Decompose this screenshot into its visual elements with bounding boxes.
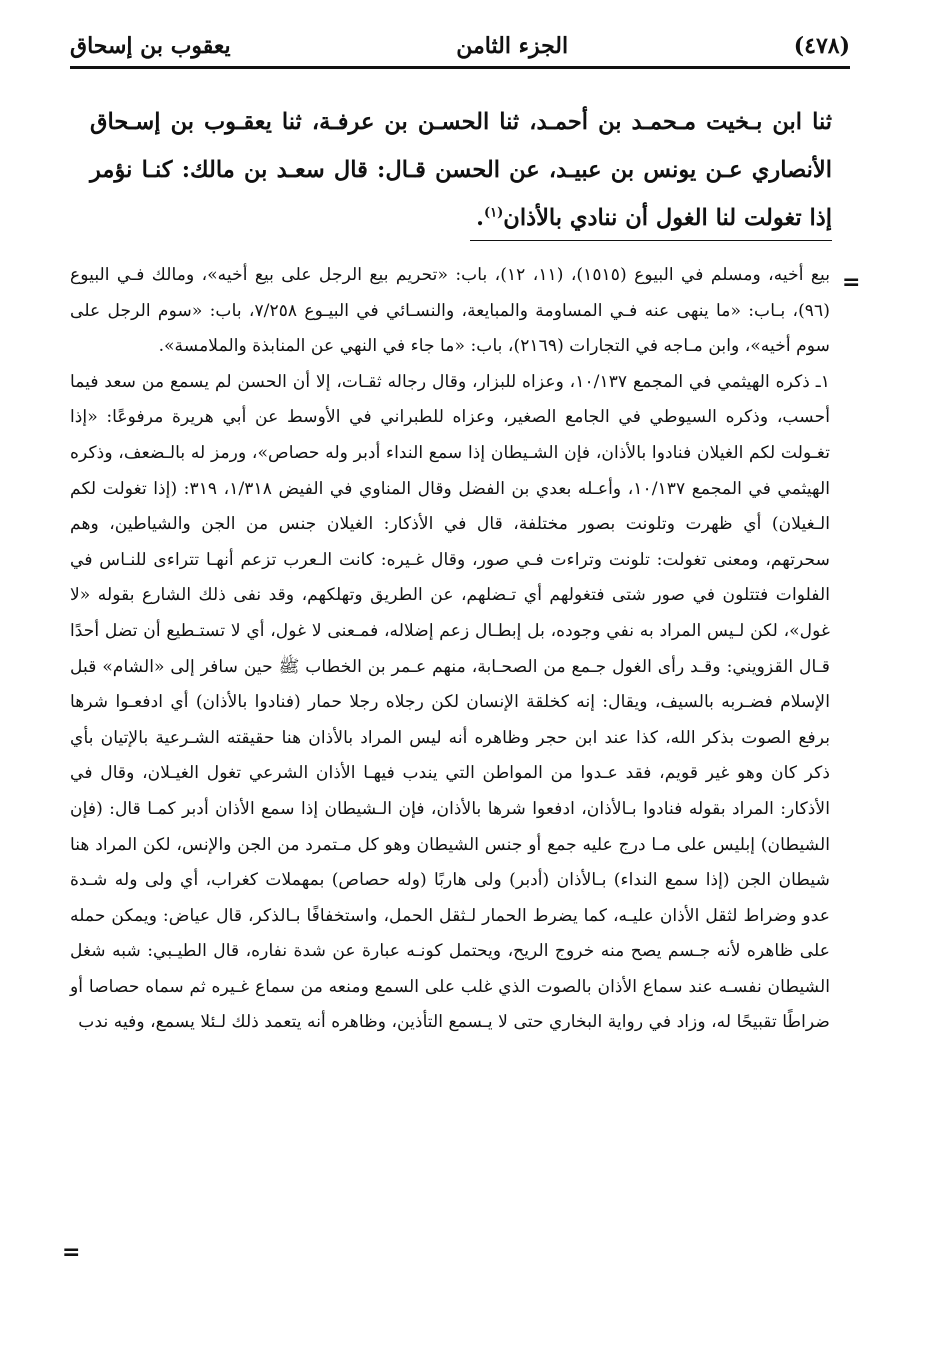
volume-title: الجزء الثامن — [456, 33, 569, 59]
main-text — [90, 98, 832, 242]
hadith-text: ثنا ابن بـخيت مـحمـد بن أحمـد، ثنا الحسـن بن عرفـة، ثنا يعقـوب بن إسـحاق الأنصاري عـن يونس بن عبيـد، عن الحسن قـال: قال سعـد بن مالك: كنـا نؤمر إذا تغولت لنا الغول أن ننادي بالأذان — [90, 109, 832, 231]
hadith-paragraph — [90, 98, 832, 242]
hadith-end: . — [476, 205, 484, 231]
header-rule — [70, 66, 850, 69]
chapter-title: يعقوب بن إسحاق — [70, 33, 231, 59]
running-header — [70, 28, 850, 64]
footnote-continuation: بيع أخيه، ومسلم في البيوع (١٥١٥)، (١١، ١٢)، باب: «تحريم بيع الرجل على بيع أخيه»، ومالك فـي البيوع (٩٦)، بـاب: «ما ينهى عنه فـي المساومة والمبايعة، والنسـائي في البيـوع ٧/٢٥٨، باب: «سوم الرجل على سوم أخيه»، وابن مـاجه في التجارات (٢١٦٩)، باب: «ما جاء في النهي عن المنابذة والملامسة». — [70, 265, 830, 357]
page-number: (٤٧٨) — [793, 33, 850, 59]
continued-marker: = — [842, 270, 861, 295]
footnotes — [70, 258, 830, 1041]
footnote-1: ١ـ ذكره الهيثمي في المجمع ١٠/١٣٧، وعزاه للبزار، وقال رجاله ثقـات، إلا أن الحسن لم يسمع من سعد فيما أحسب، وذكره السيوطي في الجامع الصغير، وعزاه للطبراني في الأوسط عن أبي هريرة مرفوعًا: «إذا تغـولت لكم الغيلان فنادوا بالأذان، فإن الشـيطان إذا سمع النداء أدبر وله حصاص»، ورمز له بالـضعف، وذكره الهيثمي في المجمع ١٠/١٣٧، وأعـله بعدي بن الفضل وقال المناوي في الفيض ١/٣١٨، ٣١٩: (إذا تغولت لكم الـغيلان) أي ظهرت وتلونت بصور مختلفة، قال في الأذكار: الغيلان جنس من الجن والشياطين، وهم سحرتهم، ومعنى تغولت: تلونت وتراءت فـي صور، وقال غـيره: كانت الـعرب تزعم أنهـا تتراءى للنـاس في الفلوات فتتلون في صور شتى فتغولهم أي تـضلهم، عن الطريق وتهلكهم، وقد نفى ذلك الشارع بقوله «لا غول»، لكن لـيس المراد به نفي وجوده، بل إبطـال زعم إضلاله، فمـعنى لا غول، أي لا تستـطيع أن تضل أحدًا قـال القزويني: وقـد رأى الغول جـمع من الصحـابة، منهم عـمر بن الخطاب ﷺ حين سافر إلى «الشام» قبل الإسلام فضـربه بالسيف، ويقال: إنه كخلقة الإنسان لكن رجلاه رجلا حمار (فنادوا بالأذان) أي ادفعـوا شرها برفع الصوت بذكر الله، كذا عند ابن حجر وظاهره أنه ليس المراد بالأذان هنا حقيقته الشـرعية بالإتيان بأي ذكر كان وهو غير قويم، فقد عـدوا من المواطن التي يندب فيهـا الأذان الشرعي تغول الغيـلان، وقال في الأذكار: المراد بقوله فنادوا بـالأذان، ادفعوا شرها بالأذان، فإن الـشيطان إذا سمع الأذان أدبر كمـا قال: (فإن الشيطان) إبليس على مـا درج عليه جمع أو جنس الشيطان وهو كل مـتمرد من الجن والإنس، لكن المراد هنا شيطان الجن (إذا سمع النداء) بـالأذان (أدبر) ولى هاربًا (وله حصاص) بمهملات كغراب، أي ولى وله شـدة عدو وضراط لثقل الأذان عليـه، كما يضرط الحمار لـثقل الحمل، واستخفافًا بـالذكر، قال عياض: ويمكن حمله على ظاهره لأنه جـسم يصح منه خروج الريح، ويحتمل كونـه عبارة عن شدة نفاره، قال الطيـبي: شبه شغل الشيطان نفسـه عند سماع الأذان بالصوت الذي غلب على السمع ومنعه من سماع غـيره ثم سماه حصاصا أو ضراطًا تقبيحًا له، وزاد في رواية البخاري حتى لا يـسمع التأذين، وظاهره أنه يتعمد ذلك لـئلا يسمع، وفيه ندب — [70, 371, 830, 1033]
continues-marker: = — [62, 1240, 81, 1265]
footnote-separator — [470, 240, 832, 241]
footnote-reference: (١) — [484, 205, 504, 221]
